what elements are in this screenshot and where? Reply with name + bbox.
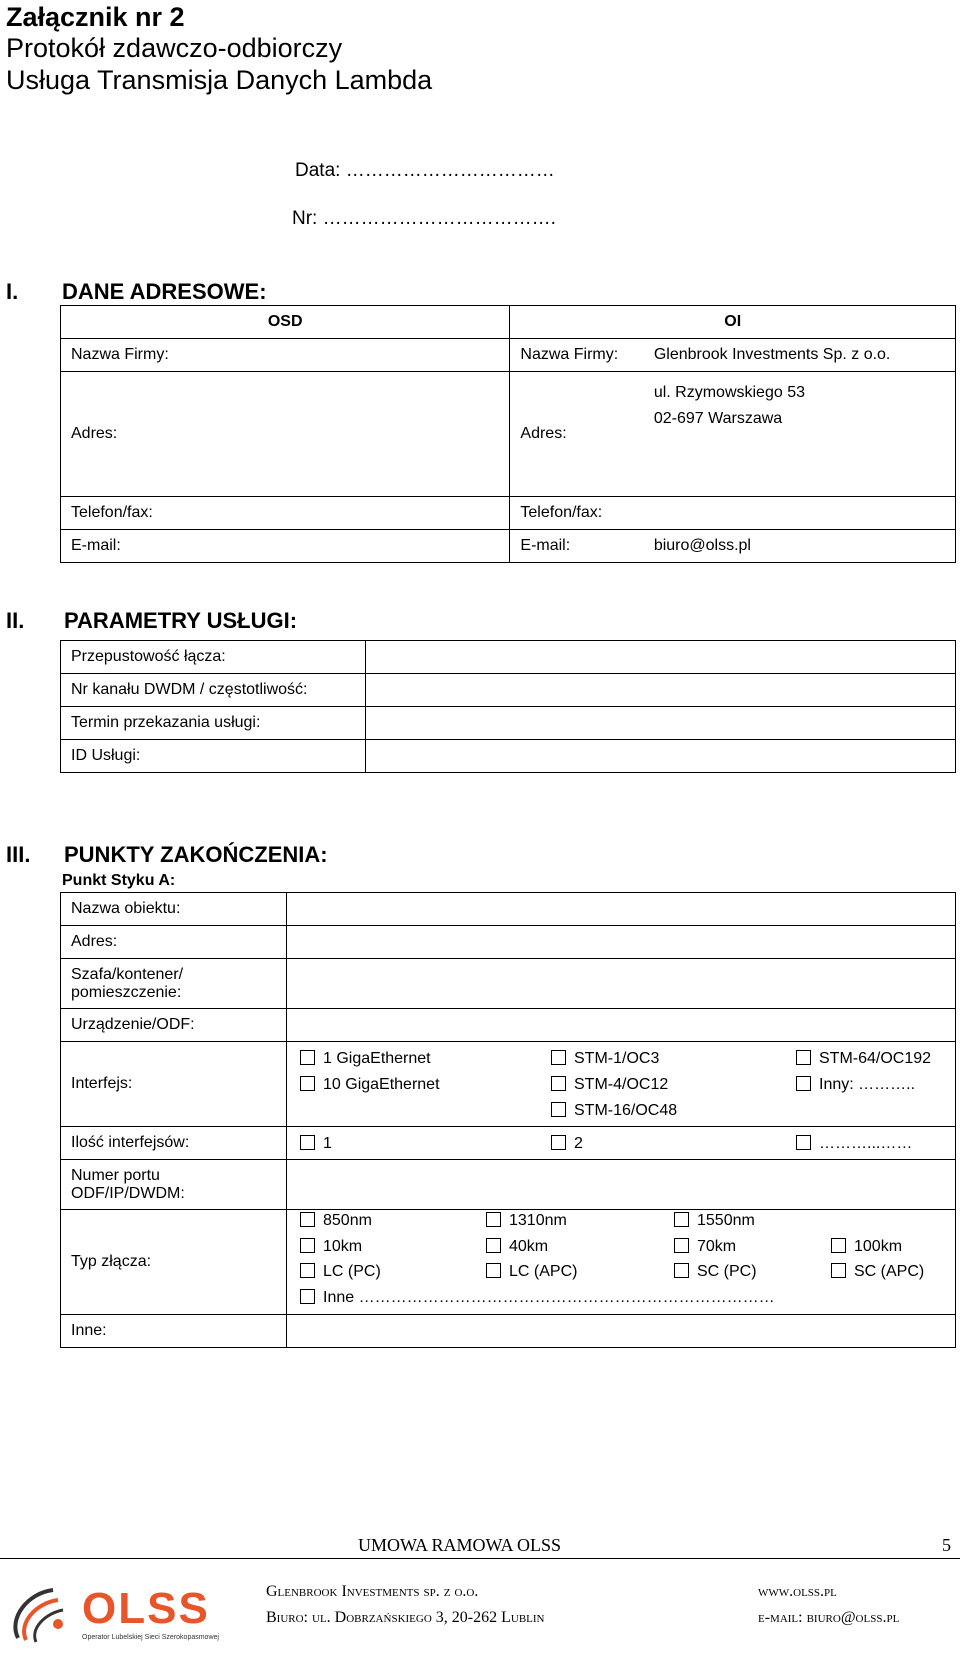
connector-option[interactable] <box>300 1212 372 1230</box>
option-label: 10 GigaEthernet <box>323 1076 440 1093</box>
checkbox-icon <box>551 1135 566 1150</box>
option-label: SC (PC) <box>697 1263 757 1280</box>
option-label: 1 GigaEthernet <box>323 1050 431 1067</box>
checkbox-icon <box>300 1050 315 1065</box>
checkbox-icon <box>300 1263 315 1278</box>
checkbox-icon <box>486 1263 501 1278</box>
footer-divider <box>0 1558 960 1559</box>
address-table <box>60 305 956 563</box>
param-label: Przepustowość łącza: <box>61 641 366 674</box>
interface-option[interactable] <box>300 1076 440 1094</box>
option-label: 40km <box>509 1238 549 1255</box>
param-value[interactable] <box>365 707 955 740</box>
address-label: Adres: <box>61 926 287 959</box>
count-option[interactable] <box>300 1135 332 1153</box>
option-label: ………...…… <box>819 1135 913 1152</box>
connector-option[interactable] <box>300 1238 362 1256</box>
param-value[interactable] <box>365 641 955 674</box>
checkbox-icon <box>674 1263 689 1278</box>
section-3-number: III. <box>6 842 31 867</box>
oi-tel-label: Telefon/fax: <box>510 497 644 530</box>
checkbox-icon <box>300 1076 315 1091</box>
option-label: 1550nm <box>697 1212 755 1229</box>
oi-firm-label: Nazwa Firmy: <box>510 339 644 372</box>
option-label: STM-16/OC48 <box>574 1102 678 1119</box>
option-label: LC (PC) <box>323 1263 381 1280</box>
footer-website[interactable]: www.olss.pl <box>758 1583 837 1600</box>
checkbox-icon <box>796 1050 811 1065</box>
option-label: 1 <box>323 1135 332 1152</box>
section-2-title: PARAMETRY USŁUGI: <box>64 608 298 633</box>
checkbox-icon <box>300 1135 315 1150</box>
document-subtitle-2: Usługa Transmisja Danych Lambda <box>6 65 433 95</box>
option-label: 100km <box>854 1238 903 1255</box>
connector-option[interactable] <box>674 1263 757 1281</box>
checkbox-icon <box>831 1238 846 1253</box>
checkbox-icon <box>300 1289 315 1304</box>
checkbox-icon <box>831 1263 846 1278</box>
logo-wordmark: OLSS <box>82 1584 210 1633</box>
section-3-title: PUNKTY ZAKOŃCZENIA: <box>64 842 328 867</box>
checkbox-icon <box>796 1076 811 1091</box>
checkbox-icon <box>551 1050 566 1065</box>
section-1-title: DANE ADRESOWE: <box>62 279 267 304</box>
document-subtitle-1: Protokół zdawczo-odbiorczy <box>6 33 343 63</box>
oi-address-line-1: ul. Rzymowskiego 53 <box>653 384 805 401</box>
object-name-label: Nazwa obiektu: <box>61 893 287 926</box>
interface-label: Interfejs: <box>61 1042 287 1127</box>
osd-email-label: E-mail: <box>61 530 510 563</box>
interface-option[interactable] <box>796 1076 915 1094</box>
count-option[interactable] <box>551 1135 583 1153</box>
footer-address: Biuro: ul. Dobrzańskiego 3, 20-262 Lublin <box>266 1609 545 1626</box>
checkbox-icon <box>551 1102 566 1117</box>
document-title: Załącznik nr 2 <box>6 2 185 32</box>
date-field[interactable]: Data: …………………………… <box>295 160 555 181</box>
oi-email-value: biuro@olss.pl <box>644 530 956 563</box>
port-label-line-2: ODF/IP/DWDM: <box>71 1184 185 1202</box>
connector-option[interactable] <box>674 1238 736 1256</box>
interface-option[interactable] <box>551 1102 677 1120</box>
option-label: STM-1/OC3 <box>574 1050 660 1067</box>
checkbox-icon <box>300 1238 315 1253</box>
cabinet-label <box>61 959 287 1009</box>
page-number: 5 <box>942 1535 951 1555</box>
oi-address-value <box>644 372 956 497</box>
number-field[interactable]: Nr: ………………………………. <box>292 208 556 229</box>
olss-logo <box>8 1578 248 1650</box>
col-oi-header: OI <box>510 306 956 339</box>
section-1-number: I. <box>6 279 19 304</box>
checkbox-icon <box>551 1076 566 1091</box>
section-3-subtitle: Punkt Styku A: <box>62 872 176 889</box>
param-value[interactable] <box>365 674 955 707</box>
object-name-value[interactable] <box>286 893 955 926</box>
port-value[interactable] <box>286 1160 955 1210</box>
interface-option[interactable] <box>796 1050 931 1068</box>
footer-email[interactable]: e-mail: biuro@olss.pl <box>758 1609 900 1626</box>
footer-company: Glenbrook Investments sp. z o.o. <box>266 1583 479 1600</box>
option-label: 2 <box>574 1135 583 1152</box>
col-osd-header: OSD <box>61 306 510 339</box>
option-label: Inny: ……….. <box>819 1076 916 1093</box>
port-label-line-1: Numer portu <box>71 1166 160 1184</box>
interface-option[interactable] <box>300 1050 431 1068</box>
port-label <box>61 1160 287 1210</box>
logo-tagline: Operator Lubelskiej Sieci Szerokopasmowej <box>82 1634 219 1641</box>
option-label: STM-4/OC12 <box>574 1076 669 1093</box>
param-value[interactable] <box>365 740 955 773</box>
connector-option[interactable] <box>486 1212 567 1230</box>
address-value[interactable] <box>286 926 955 959</box>
oi-address-label: Adres: <box>510 372 644 497</box>
checkbox-icon <box>674 1212 689 1227</box>
param-label: Nr kanału DWDM / częstotliwość: <box>61 674 366 707</box>
oi-address-line-2: 02-697 Warszawa <box>653 410 783 427</box>
parameters-table <box>60 640 956 773</box>
osd-address-label: Adres: <box>61 372 510 497</box>
device-value[interactable] <box>286 1009 955 1042</box>
cabinet-value[interactable] <box>286 959 955 1009</box>
osd-tel-label: Telefon/fax: <box>61 497 510 530</box>
connector-option[interactable] <box>300 1263 381 1281</box>
checkbox-icon <box>300 1212 315 1227</box>
osd-firm-label: Nazwa Firmy: <box>61 339 510 372</box>
checkbox-icon <box>486 1212 501 1227</box>
other-label: Inne: <box>61 1315 287 1348</box>
connector-type-label: Typ złącza: <box>61 1210 287 1315</box>
checkbox-icon <box>796 1135 811 1150</box>
connector-option[interactable] <box>486 1238 548 1256</box>
option-label: 1310nm <box>509 1212 567 1229</box>
checkbox-icon <box>674 1238 689 1253</box>
interface-option[interactable] <box>551 1076 668 1094</box>
oi-firm-value: Glenbrook Investments Sp. z o.o. <box>644 339 956 372</box>
interface-option[interactable] <box>551 1050 659 1068</box>
device-label: Urządzenie/ODF: <box>61 1009 287 1042</box>
checkbox-icon <box>486 1238 501 1253</box>
connector-option[interactable] <box>486 1263 577 1281</box>
connector-option[interactable] <box>300 1289 775 1307</box>
contract-name: UMOWA RAMOWA OLSS <box>358 1535 562 1555</box>
option-label: 10km <box>323 1238 363 1255</box>
cabinet-label-line-2: pomieszczenie: <box>71 983 182 1001</box>
option-label: STM-64/OC192 <box>819 1050 932 1067</box>
oi-tel-value[interactable] <box>644 497 956 530</box>
option-label: 850nm <box>323 1212 372 1229</box>
count-option[interactable] <box>796 1135 912 1153</box>
section-2-number: II. <box>6 608 25 633</box>
other-value[interactable] <box>286 1315 955 1348</box>
option-label: Inne …………………………………………………………………… <box>323 1289 775 1306</box>
connector-option[interactable] <box>831 1238 902 1256</box>
interface-count-label: Ilość interfejsów: <box>61 1127 287 1160</box>
option-label: SC (APC) <box>854 1263 925 1280</box>
connector-option[interactable] <box>831 1263 924 1281</box>
oi-email-label: E-mail: <box>510 530 644 563</box>
param-label: Termin przekazania usługi: <box>61 707 366 740</box>
cabinet-label-line-1: Szafa/kontener/ <box>71 965 184 983</box>
option-label: 70km <box>697 1238 737 1255</box>
option-label: LC (APC) <box>509 1263 578 1280</box>
param-label: ID Usługi: <box>61 740 366 773</box>
connector-option[interactable] <box>674 1212 755 1230</box>
